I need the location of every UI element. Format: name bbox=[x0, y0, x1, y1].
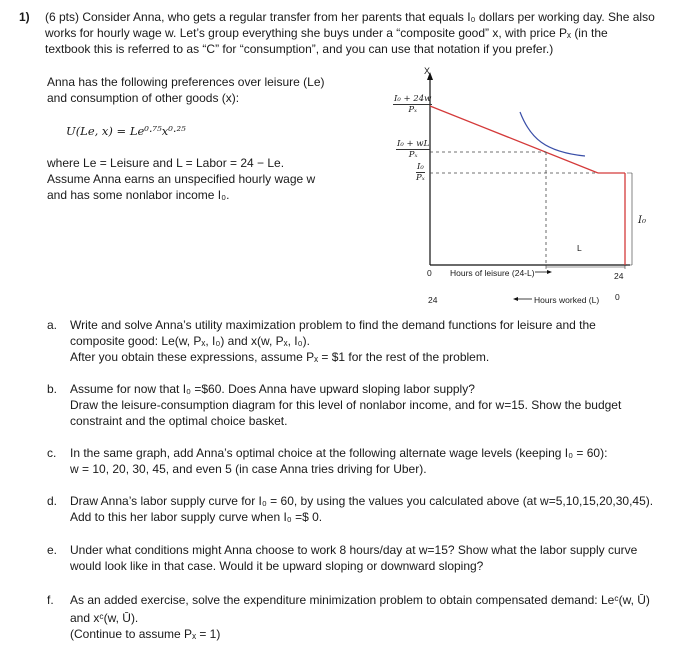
header-line-1: (6 pts) Consider Anna, who gets a regular transfer from her parents that equals I₀ dollars per working day. She also bbox=[45, 10, 655, 24]
intro-line-2: and consumption of other goods (x): bbox=[47, 91, 240, 105]
question-b-letter: b. bbox=[47, 382, 58, 396]
fraction-max-denominator: Pₓ bbox=[408, 105, 418, 115]
question-a-line-1: Write and solve Anna’s utility maximization problem to find the demand functions for leisure and the bbox=[70, 318, 596, 332]
fraction-nonlabor-denominator: Pₓ bbox=[416, 173, 425, 183]
where-line-2: Assume Anna earns an unspecified hourly wage w bbox=[47, 172, 316, 186]
question-c-letter: c. bbox=[47, 446, 57, 460]
header-line-3: textbook this is referred to as “C” for “consumption”, and you can use that notation if you prefer.) bbox=[45, 42, 554, 56]
fraction-max-consumption bbox=[393, 94, 432, 115]
intro-line-1: Anna has the following preferences over leisure (Le) bbox=[47, 75, 325, 89]
income-bracket bbox=[627, 173, 632, 265]
fraction-max-numerator: I₀ + 24w bbox=[394, 94, 432, 104]
question-e-line-2: would look like in that case. Would it be upward sloping or downward sloping? bbox=[70, 559, 484, 573]
question-e-line-1: Under what conditions might Anna choose to work 8 hours/day at w=15? Show what the labor supply curve bbox=[70, 543, 638, 557]
question-b-line-1: Assume for now that I₀ =$60. Does Anna have upward sloping labor supply? bbox=[70, 382, 475, 396]
question-f-letter: f. bbox=[47, 593, 54, 607]
question-a-line-3: After you obtain these expressions, assume Pₓ = $1 for the rest of the problem. bbox=[70, 350, 490, 364]
fraction-nonlabor-numerator: I₀ bbox=[417, 162, 424, 172]
question-d-line-1: Draw Anna’s labor supply curve for I₀ = 60, by using the values you calculated above (at w=5,10,15,20,30,45). bbox=[70, 494, 654, 508]
labor-label: L bbox=[577, 243, 582, 253]
question-f-line-3: (Continue to assume Pₓ = 1) bbox=[70, 627, 221, 641]
question-c-line-1: In the same graph, add Anna’s optimal choice at the following alternate wage levels (keeping I₀ = 60): bbox=[70, 446, 608, 460]
where-line-3: and has some nonlabor income I₀. bbox=[47, 188, 230, 202]
leisure-axis-label: Hours of leisure (24-L) bbox=[450, 268, 535, 278]
work-start-label: 24 bbox=[428, 295, 438, 305]
question-c-line-2: w = 10, 20, 30, 45, and even 5 (in case Anna tries driving for Uber). bbox=[70, 462, 427, 476]
y-axis-label: X bbox=[424, 66, 431, 76]
header-line-2: works for hourly wage w. Let’s group everything she buys under a “composite good” x, with price Pₓ (in the bbox=[45, 26, 608, 40]
leisure-axis-arrowhead bbox=[547, 270, 552, 274]
question-a-letter: a. bbox=[47, 318, 58, 332]
fraction-chosen-denominator: Pₓ bbox=[408, 150, 418, 160]
question-b-line-3: constraint and the optimal choice basket. bbox=[70, 414, 288, 428]
fraction-chosen-numerator: I₀ + wL bbox=[397, 139, 430, 149]
income-label: I₀ bbox=[638, 215, 646, 226]
question-d-letter: d. bbox=[47, 494, 58, 508]
question-d-line-2: Add to this her labor supply curve when I₀ =$ 0. bbox=[70, 510, 323, 524]
leisure-end-label: 24 bbox=[614, 271, 624, 281]
labor-bracket bbox=[546, 265, 625, 269]
problem-number: 1) bbox=[19, 10, 30, 24]
fraction-chosen-consumption bbox=[396, 139, 430, 160]
utility-function: U(Le, x) = Le⁰·⁷⁵x⁰·²⁵ bbox=[66, 124, 186, 138]
work-axis-label: Hours worked (L) bbox=[534, 295, 600, 305]
origin-label: 0 bbox=[427, 268, 432, 278]
work-axis-arrowhead bbox=[513, 297, 518, 301]
work-end-label: 0 bbox=[615, 292, 620, 302]
indifference-curve bbox=[520, 112, 585, 156]
question-e-letter: e. bbox=[47, 543, 58, 557]
budget-line bbox=[430, 106, 598, 173]
question-b-line-2: Draw the leisure-consumption diagram for this level of nonlabor income, and for w=15. Show the budget bbox=[70, 398, 622, 412]
question-a-line-2: composite good: Le(w, Pₓ, I₀) and x(w, Pₓ, I₀). bbox=[70, 334, 310, 348]
question-f-line-2: and xᶜ(w, Ū). bbox=[70, 611, 139, 625]
fraction-nonlabor bbox=[416, 162, 425, 183]
where-line-1: where Le = Leisure and L = Labor = 24 − Le. bbox=[47, 156, 285, 170]
question-f-line-1: As an added exercise, solve the expenditure minimization problem to obtain compensated demand: Leᶜ(w, Ū) bbox=[70, 593, 650, 607]
